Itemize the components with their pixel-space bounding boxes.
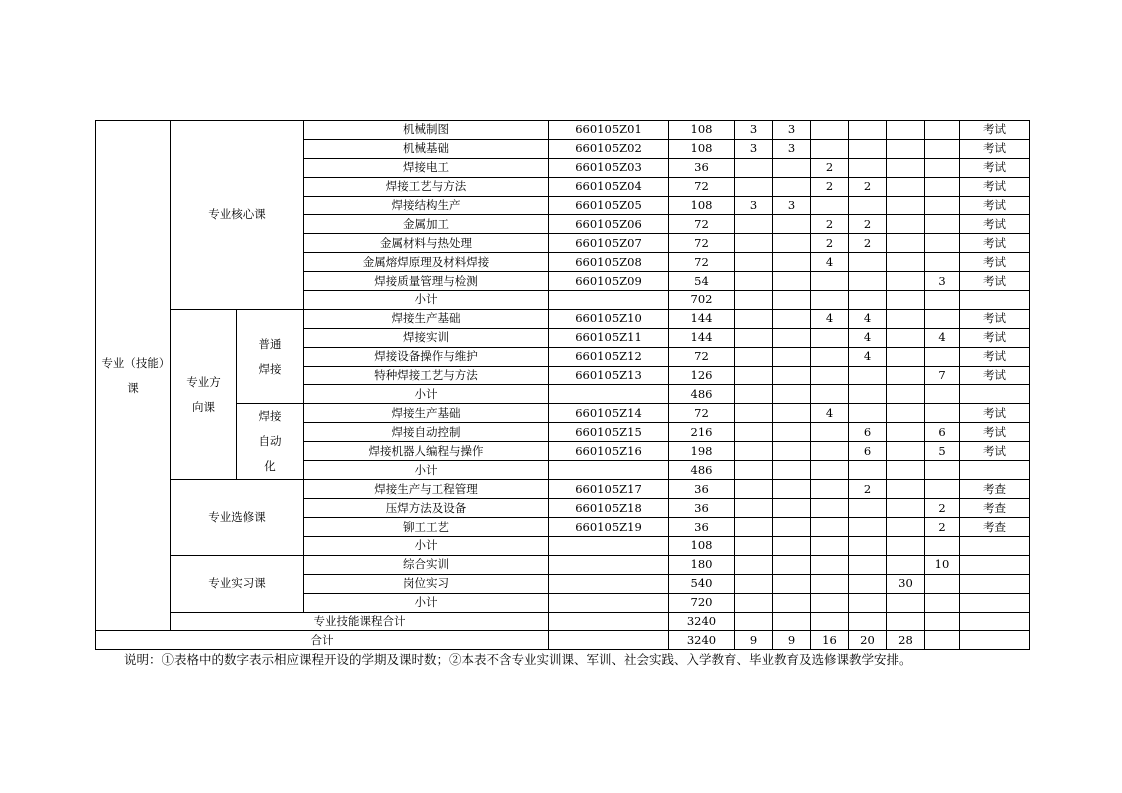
semester-cell: 4 [849, 309, 887, 328]
assessment-cell [960, 385, 1030, 404]
semester-cell [925, 612, 960, 631]
subtotal-hours: 108 [669, 537, 735, 556]
semester-cell [773, 309, 811, 328]
semester-cell [925, 631, 960, 650]
semester-cell [849, 461, 887, 480]
course-name-cell: 焊接质量管理与检测 [304, 272, 549, 291]
hours-cell: 72 [669, 347, 735, 366]
skill-total-hours: 3240 [669, 612, 735, 631]
semester-cell [887, 537, 925, 556]
course-name-cell: 焊接工艺与方法 [304, 177, 549, 196]
semester-cell [811, 612, 849, 631]
semester-cell [773, 461, 811, 480]
assessment-cell: 考试 [960, 196, 1030, 215]
semester-cell [887, 347, 925, 366]
semester-cell [773, 423, 811, 442]
course-code-cell [549, 555, 669, 574]
semester-cell [887, 442, 925, 461]
subtotal-label: 小计 [304, 537, 549, 556]
hours-cell: 540 [669, 574, 735, 593]
hours-cell: 108 [669, 196, 735, 215]
semester-cell [811, 537, 849, 556]
semester-cell [925, 574, 960, 593]
course-code-cell: 660105Z15 [549, 423, 669, 442]
semester-cell [735, 537, 773, 556]
semester-cell [811, 139, 849, 158]
hours-cell: 72 [669, 404, 735, 423]
semester-cell: 3 [773, 121, 811, 140]
semester-cell: 20 [849, 631, 887, 650]
semester-cell [773, 272, 811, 291]
semester-cell: 9 [735, 631, 773, 650]
assessment-cell: 考试 [960, 328, 1030, 347]
subtotal-label: 小计 [304, 461, 549, 480]
semester-cell [887, 461, 925, 480]
course-code-cell [549, 537, 669, 556]
semester-cell: 4 [849, 347, 887, 366]
semester-cell [849, 291, 887, 310]
semester-cell [735, 574, 773, 593]
semester-cell [925, 461, 960, 480]
semester-cell: 9 [773, 631, 811, 650]
semester-cell: 2 [849, 234, 887, 253]
semester-cell [887, 499, 925, 518]
course-code-cell: 660105Z04 [549, 177, 669, 196]
course-code-cell: 660105Z10 [549, 309, 669, 328]
semester-cell: 7 [925, 366, 960, 385]
hours-cell: 72 [669, 253, 735, 272]
course-name-cell: 机械基础 [304, 139, 549, 158]
assessment-cell: 考试 [960, 215, 1030, 234]
course-code-cell: 660105Z05 [549, 196, 669, 215]
semester-cell [925, 593, 960, 612]
hours-cell: 198 [669, 442, 735, 461]
assessment-cell [960, 574, 1030, 593]
semester-cell [925, 291, 960, 310]
course-name-cell: 金属熔焊原理及材料焊接 [304, 253, 549, 272]
semester-cell: 2 [811, 234, 849, 253]
semester-cell [887, 366, 925, 385]
semester-cell [735, 480, 773, 499]
semester-cell [925, 309, 960, 328]
semester-cell [735, 423, 773, 442]
semester-cell [887, 196, 925, 215]
semester-cell: 4 [811, 253, 849, 272]
assessment-cell: 考试 [960, 442, 1030, 461]
semester-cell [735, 177, 773, 196]
semester-cell [811, 272, 849, 291]
course-name-cell: 焊接自动控制 [304, 423, 549, 442]
course-code-cell [549, 612, 669, 631]
assessment-cell [960, 461, 1030, 480]
assessment-cell [960, 555, 1030, 574]
course-code-cell [549, 574, 669, 593]
semester-cell [925, 404, 960, 423]
semester-cell [811, 499, 849, 518]
course-name-cell: 焊接生产基础 [304, 309, 549, 328]
course-name-cell: 焊接实训 [304, 328, 549, 347]
semester-cell [735, 499, 773, 518]
assessment-cell: 考查 [960, 480, 1030, 499]
course-name-cell: 金属加工 [304, 215, 549, 234]
semester-cell [773, 328, 811, 347]
semester-cell: 2 [811, 215, 849, 234]
semester-cell: 5 [925, 442, 960, 461]
semester-cell: 10 [925, 555, 960, 574]
course-name-cell: 机械制图 [304, 121, 549, 140]
semester-cell: 3 [773, 139, 811, 158]
grand-total-hours: 3240 [669, 631, 735, 650]
semester-cell [925, 158, 960, 177]
course-name-cell: 焊接生产与工程管理 [304, 480, 549, 499]
semester-cell [735, 234, 773, 253]
semester-cell [773, 177, 811, 196]
assessment-cell: 考试 [960, 253, 1030, 272]
semester-cell [811, 291, 849, 310]
semester-cell [925, 537, 960, 556]
assessment-cell [960, 593, 1030, 612]
course-code-cell: 660105Z19 [549, 518, 669, 537]
semester-cell [887, 328, 925, 347]
semester-cell [735, 518, 773, 537]
hours-cell: 36 [669, 158, 735, 177]
hours-cell: 108 [669, 139, 735, 158]
semester-cell [887, 234, 925, 253]
semester-cell: 2 [849, 177, 887, 196]
course-code-cell: 660105Z11 [549, 328, 669, 347]
semester-cell [887, 215, 925, 234]
semester-cell [773, 537, 811, 556]
assessment-cell [960, 537, 1030, 556]
semester-cell: 4 [925, 328, 960, 347]
course-code-cell: 660105Z14 [549, 404, 669, 423]
semester-cell [735, 253, 773, 272]
semester-cell [849, 555, 887, 574]
semester-cell [811, 555, 849, 574]
assessment-cell [960, 612, 1030, 631]
grand-total-label: 合计 [96, 631, 549, 650]
semester-cell [925, 347, 960, 366]
course-code-cell [549, 291, 669, 310]
assessment-cell: 考试 [960, 423, 1030, 442]
semester-cell: 2 [925, 518, 960, 537]
semester-cell [811, 574, 849, 593]
table-row [96, 309, 1030, 328]
subtotal-hours: 486 [669, 385, 735, 404]
semester-cell [773, 234, 811, 253]
course-name-cell: 焊接电工 [304, 158, 549, 177]
semester-cell [925, 139, 960, 158]
semester-cell: 3 [773, 196, 811, 215]
course-code-cell: 660105Z06 [549, 215, 669, 234]
semester-cell [773, 291, 811, 310]
semester-cell [773, 574, 811, 593]
semester-cell: 3 [735, 196, 773, 215]
hours-cell: 72 [669, 177, 735, 196]
semester-cell [735, 272, 773, 291]
course-name-cell: 焊接生产基础 [304, 404, 549, 423]
semester-cell [849, 404, 887, 423]
course-code-cell: 660105Z01 [549, 121, 669, 140]
semester-cell: 3 [735, 139, 773, 158]
semester-cell: 2 [811, 158, 849, 177]
semester-cell [811, 442, 849, 461]
semester-cell [849, 139, 887, 158]
course-code-cell: 660105Z17 [549, 480, 669, 499]
semester-cell [811, 328, 849, 347]
semester-cell [849, 121, 887, 140]
semester-cell [887, 385, 925, 404]
subtotal-label: 小计 [304, 593, 549, 612]
assessment-cell [960, 631, 1030, 650]
assessment-cell: 考试 [960, 366, 1030, 385]
semester-cell [925, 253, 960, 272]
course-code-cell: 660105Z12 [549, 347, 669, 366]
semester-cell [735, 347, 773, 366]
subtotal-hours: 486 [669, 461, 735, 480]
course-name-cell: 焊接结构生产 [304, 196, 549, 215]
semester-cell [773, 366, 811, 385]
semester-cell [887, 253, 925, 272]
semester-cell [925, 177, 960, 196]
course-name-cell: 压焊方法及设备 [304, 499, 549, 518]
semester-cell [887, 309, 925, 328]
table-row [96, 121, 1030, 140]
semester-cell: 16 [811, 631, 849, 650]
semester-cell [887, 423, 925, 442]
assessment-cell: 考试 [960, 404, 1030, 423]
course-code-cell: 660105Z07 [549, 234, 669, 253]
semester-cell [925, 234, 960, 253]
table-row [96, 631, 1030, 650]
course-name-cell: 综合实训 [304, 555, 549, 574]
semester-cell [735, 404, 773, 423]
hours-cell: 216 [669, 423, 735, 442]
course-code-cell: 660105Z09 [549, 272, 669, 291]
course-code-cell [549, 631, 669, 650]
table-row [96, 404, 1030, 423]
semester-cell [773, 518, 811, 537]
semester-cell [887, 291, 925, 310]
assessment-cell: 考试 [960, 158, 1030, 177]
semester-cell: 2 [811, 177, 849, 196]
course-name-cell: 金属材料与热处理 [304, 234, 549, 253]
semester-cell [887, 177, 925, 196]
semester-cell: 6 [849, 423, 887, 442]
subtotal-label: 小计 [304, 291, 549, 310]
semester-cell [773, 480, 811, 499]
semester-cell [773, 253, 811, 272]
assessment-cell [960, 291, 1030, 310]
semester-cell [887, 404, 925, 423]
semester-cell [849, 499, 887, 518]
course-code-cell: 660105Z02 [549, 139, 669, 158]
semester-cell [773, 555, 811, 574]
semester-cell [925, 196, 960, 215]
hours-cell: 144 [669, 328, 735, 347]
semester-cell [887, 272, 925, 291]
semester-cell [849, 366, 887, 385]
semester-cell [773, 404, 811, 423]
subtotal-label: 小计 [304, 385, 549, 404]
hours-cell: 144 [669, 309, 735, 328]
subgroup-cell: 焊接自动化 [237, 404, 304, 480]
semester-cell [811, 480, 849, 499]
course-name-cell: 铆工工艺 [304, 518, 549, 537]
course-name-cell: 焊接设备操作与维护 [304, 347, 549, 366]
hours-cell: 54 [669, 272, 735, 291]
assessment-cell: 考试 [960, 121, 1030, 140]
semester-cell: 4 [811, 404, 849, 423]
semester-cell [887, 518, 925, 537]
hours-cell: 180 [669, 555, 735, 574]
hours-cell: 36 [669, 499, 735, 518]
semester-cell [735, 366, 773, 385]
hours-cell: 36 [669, 480, 735, 499]
semester-cell [735, 385, 773, 404]
group-cell: 专业选修课 [171, 480, 304, 556]
semester-cell [925, 215, 960, 234]
semester-cell [735, 442, 773, 461]
assessment-cell: 考试 [960, 177, 1030, 196]
semester-cell [925, 385, 960, 404]
semester-cell [773, 385, 811, 404]
semester-cell [887, 593, 925, 612]
semester-cell [849, 196, 887, 215]
semester-cell [811, 423, 849, 442]
semester-cell [773, 158, 811, 177]
semester-cell [811, 366, 849, 385]
semester-cell [887, 555, 925, 574]
semester-cell [773, 442, 811, 461]
skill-total-label: 专业技能课程合计 [171, 612, 549, 631]
semester-cell [887, 612, 925, 631]
assessment-cell: 考查 [960, 518, 1030, 537]
semester-cell: 3 [925, 272, 960, 291]
semester-cell [887, 158, 925, 177]
semester-cell [849, 158, 887, 177]
table-note: 说明：①表格中的数字表示相应课程开设的学期及课时数；②本表不含专业实训课、军训、社会实践、入学教育、毕业教育及选修课教学安排。 [124, 652, 912, 667]
semester-cell [811, 461, 849, 480]
semester-cell: 28 [887, 631, 925, 650]
semester-cell [849, 574, 887, 593]
course-name-cell: 岗位实习 [304, 574, 549, 593]
semester-cell [811, 593, 849, 612]
category-cell: 专业（技能）课 [96, 121, 171, 631]
semester-cell [735, 309, 773, 328]
semester-cell [773, 347, 811, 366]
subtotal-hours: 702 [669, 291, 735, 310]
semester-cell [925, 480, 960, 499]
hours-cell: 108 [669, 121, 735, 140]
course-table [95, 120, 1030, 650]
semester-cell [849, 253, 887, 272]
course-code-cell [549, 461, 669, 480]
semester-cell [849, 518, 887, 537]
course-name-cell: 特种焊接工艺与方法 [304, 366, 549, 385]
assessment-cell: 考试 [960, 139, 1030, 158]
semester-cell [849, 272, 887, 291]
semester-cell [735, 612, 773, 631]
assessment-cell: 考试 [960, 347, 1030, 366]
semester-cell: 2 [849, 215, 887, 234]
semester-cell [773, 215, 811, 234]
group-cell: 专业方向课 [171, 309, 237, 479]
semester-cell [735, 158, 773, 177]
group-cell: 专业实习课 [171, 555, 304, 612]
table-row [96, 555, 1030, 574]
course-code-cell: 660105Z08 [549, 253, 669, 272]
semester-cell: 30 [887, 574, 925, 593]
assessment-cell: 考试 [960, 234, 1030, 253]
semester-cell [849, 385, 887, 404]
group-cell: 专业核心课 [171, 121, 304, 310]
semester-cell [735, 555, 773, 574]
semester-cell [735, 291, 773, 310]
semester-cell [925, 121, 960, 140]
semester-cell: 6 [849, 442, 887, 461]
semester-cell: 4 [811, 309, 849, 328]
semester-cell [811, 347, 849, 366]
hours-cell: 36 [669, 518, 735, 537]
semester-cell [811, 385, 849, 404]
hours-cell: 72 [669, 215, 735, 234]
table-row [96, 480, 1030, 499]
semester-cell [735, 593, 773, 612]
semester-cell [887, 139, 925, 158]
course-code-cell: 660105Z13 [549, 366, 669, 385]
semester-cell [735, 461, 773, 480]
semester-cell [773, 612, 811, 631]
semester-cell: 4 [849, 328, 887, 347]
semester-cell: 3 [735, 121, 773, 140]
course-code-cell: 660105Z16 [549, 442, 669, 461]
assessment-cell: 考查 [960, 499, 1030, 518]
assessment-cell: 考试 [960, 309, 1030, 328]
course-code-cell [549, 385, 669, 404]
semester-cell: 2 [925, 499, 960, 518]
semester-cell [735, 328, 773, 347]
course-name-cell: 焊接机器人编程与操作 [304, 442, 549, 461]
subtotal-hours: 720 [669, 593, 735, 612]
semester-cell [811, 121, 849, 140]
table-row [96, 612, 1030, 631]
hours-cell: 72 [669, 234, 735, 253]
semester-cell: 2 [849, 480, 887, 499]
semester-cell [849, 537, 887, 556]
semester-cell [811, 518, 849, 537]
subgroup-cell: 普通焊接 [237, 309, 304, 403]
semester-cell [773, 593, 811, 612]
semester-cell [887, 480, 925, 499]
semester-cell [811, 196, 849, 215]
semester-cell [887, 121, 925, 140]
semester-cell [849, 593, 887, 612]
hours-cell: 126 [669, 366, 735, 385]
semester-cell [735, 215, 773, 234]
course-code-cell: 660105Z03 [549, 158, 669, 177]
assessment-cell: 考试 [960, 272, 1030, 291]
course-code-cell: 660105Z18 [549, 499, 669, 518]
semester-cell [773, 499, 811, 518]
semester-cell [849, 612, 887, 631]
course-code-cell [549, 593, 669, 612]
semester-cell: 6 [925, 423, 960, 442]
